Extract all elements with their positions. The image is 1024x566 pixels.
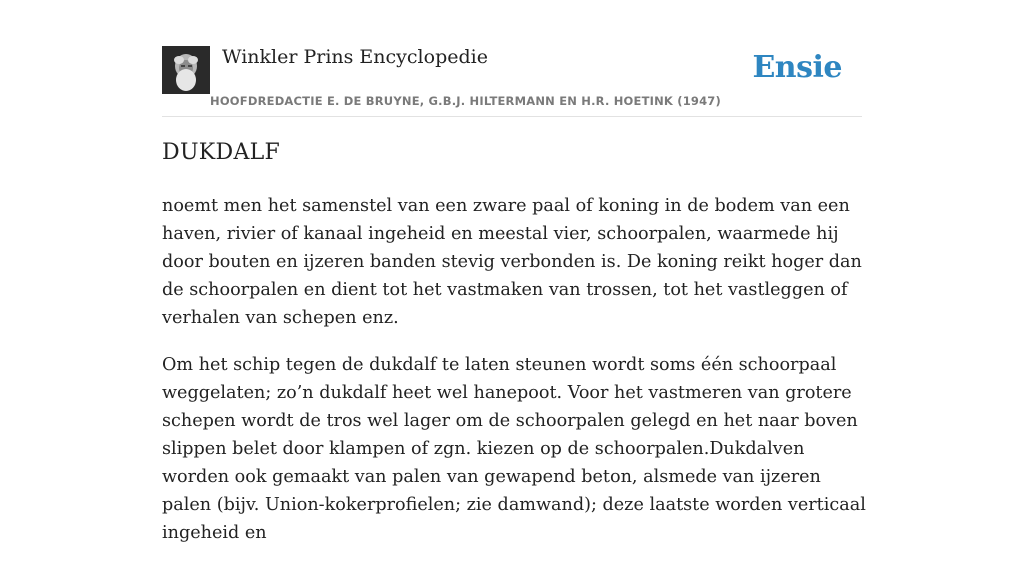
author-avatar[interactable] bbox=[162, 46, 210, 94]
source-header bbox=[162, 46, 862, 117]
ensie-logo[interactable]: Ensie bbox=[752, 50, 842, 85]
entry-title: DUKDALF bbox=[162, 140, 281, 165]
entry-paragraph: noemt men het samenstel van een zware paal of koning in de bodem van een haven, rivier of kanaal ingeheid en meestal vier, schoorpalen, waarmede hij door bouten en ijzeren banden stevig verbonden is. De koning reikt hoger dan de schoorpalen en dient tot het vastmaken van trossen, tot het vastleggen of verhalen van schepen enz. bbox=[162, 196, 862, 328]
source-title[interactable]: Winkler Prins Encyclopedie bbox=[222, 46, 488, 68]
source-editors: HOOFDREDACTIE E. DE BRUYNE, G.B.J. HILTERMANN EN H.R. HOETINK (1947) bbox=[210, 94, 721, 108]
portrait-image bbox=[162, 46, 210, 94]
entry-content bbox=[162, 192, 866, 566]
entry-paragraph: Om het schip tegen de dukdalf te laten steunen wordt soms één schoorpaal weggelaten; zo’n dukdalf heet wel hanepoot. Voor het vastmeren van grotere schepen wordt de tros wel lager om de schoorpalen gelegd en het naar boven slippen belet door klampen of zgn. kiezen op de schoorpalen.Dukdalven worden ook gemaakt van palen van gewapend beton, alsmede van ijzeren palen (bijv. Union-kokerprofielen; zie damwand); deze laatste worden verticaal ingeheid en bbox=[162, 355, 866, 543]
